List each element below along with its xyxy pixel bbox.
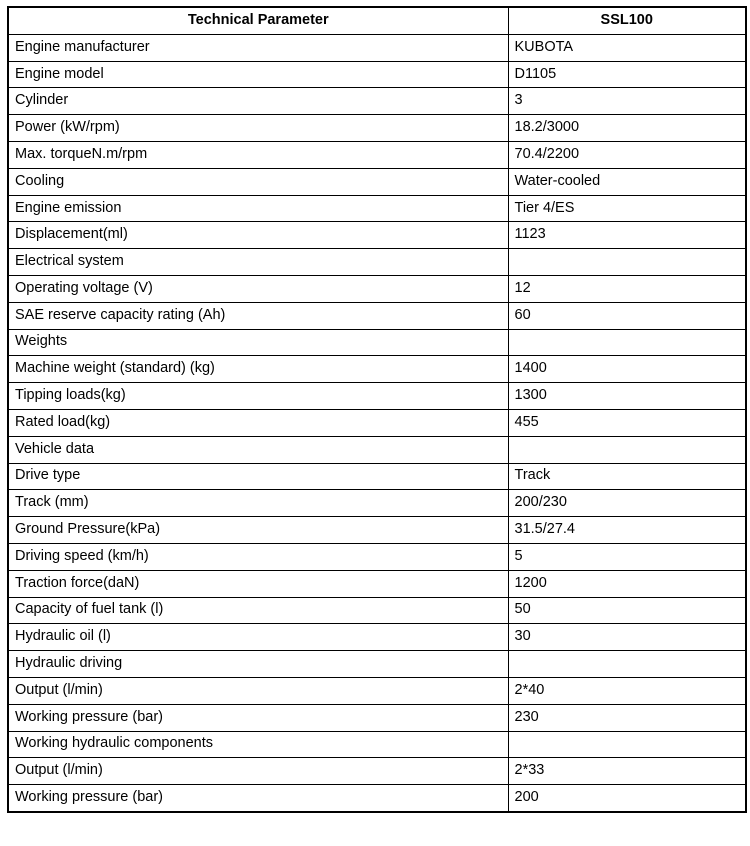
table-row <box>8 651 746 678</box>
value-cell: 200 <box>508 785 746 812</box>
parameter-cell: Working hydraulic components <box>8 731 508 758</box>
table-row <box>8 195 746 222</box>
table-row <box>8 624 746 651</box>
parameter-cell: Vehicle data <box>8 436 508 463</box>
table-row <box>8 677 746 704</box>
table-row <box>8 597 746 624</box>
parameter-cell: Cooling <box>8 168 508 195</box>
parameter-cell: Operating voltage (V) <box>8 275 508 302</box>
parameter-cell: Hydraulic driving <box>8 651 508 678</box>
table-row <box>8 275 746 302</box>
value-cell: 1123 <box>508 222 746 249</box>
parameter-cell: Electrical system <box>8 249 508 276</box>
table-row <box>8 490 746 517</box>
value-cell: 2*40 <box>508 677 746 704</box>
table-row <box>8 329 746 356</box>
value-cell: 1400 <box>508 356 746 383</box>
table-row <box>8 731 746 758</box>
table-row <box>8 222 746 249</box>
parameter-cell: Output (l/min) <box>8 758 508 785</box>
parameter-cell: Tipping loads(kg) <box>8 383 508 410</box>
value-cell: D1105 <box>508 61 746 88</box>
table-row <box>8 463 746 490</box>
parameter-cell: Track (mm) <box>8 490 508 517</box>
parameter-cell: Working pressure (bar) <box>8 785 508 812</box>
parameter-cell: Displacement(ml) <box>8 222 508 249</box>
table-row <box>8 356 746 383</box>
value-cell: Tier 4/ES <box>508 195 746 222</box>
value-cell: Water-cooled <box>508 168 746 195</box>
parameter-cell: Ground Pressure(kPa) <box>8 517 508 544</box>
technical-parameter-table <box>7 6 747 813</box>
table-row <box>8 704 746 731</box>
parameter-cell: Engine model <box>8 61 508 88</box>
table-row <box>8 168 746 195</box>
table-row <box>8 34 746 61</box>
parameter-cell: Rated load(kg) <box>8 409 508 436</box>
value-cell: 5 <box>508 543 746 570</box>
value-cell <box>508 651 746 678</box>
value-cell: 31.5/27.4 <box>508 517 746 544</box>
value-cell: 12 <box>508 275 746 302</box>
value-cell <box>508 436 746 463</box>
table-row <box>8 115 746 142</box>
table-row <box>8 409 746 436</box>
table-row <box>8 758 746 785</box>
table-row <box>8 249 746 276</box>
table-header-row <box>8 7 746 34</box>
parameter-cell: Cylinder <box>8 88 508 115</box>
value-cell: 30 <box>508 624 746 651</box>
value-cell <box>508 731 746 758</box>
parameter-cell: Power (kW/rpm) <box>8 115 508 142</box>
value-cell: Track <box>508 463 746 490</box>
table-row <box>8 436 746 463</box>
parameter-cell: Machine weight (standard) (kg) <box>8 356 508 383</box>
table-row <box>8 61 746 88</box>
table-row <box>8 141 746 168</box>
table-row <box>8 302 746 329</box>
value-cell: 60 <box>508 302 746 329</box>
value-cell: 1200 <box>508 570 746 597</box>
parameter-cell: Max. torqueN.m/rpm <box>8 141 508 168</box>
header-model-ssl100: SSL100 <box>508 7 746 34</box>
value-cell <box>508 329 746 356</box>
table-row <box>8 88 746 115</box>
value-cell: KUBOTA <box>508 34 746 61</box>
value-cell: 455 <box>508 409 746 436</box>
parameter-cell: SAE reserve capacity rating (Ah) <box>8 302 508 329</box>
parameter-cell: Engine emission <box>8 195 508 222</box>
parameter-cell: Drive type <box>8 463 508 490</box>
value-cell: 3 <box>508 88 746 115</box>
table-row <box>8 383 746 410</box>
value-cell: 50 <box>508 597 746 624</box>
table-row <box>8 570 746 597</box>
value-cell: 200/230 <box>508 490 746 517</box>
table-row <box>8 517 746 544</box>
value-cell: 2*33 <box>508 758 746 785</box>
parameter-cell: Output (l/min) <box>8 677 508 704</box>
value-cell: 18.2/3000 <box>508 115 746 142</box>
parameter-cell: Traction force(daN) <box>8 570 508 597</box>
parameter-cell: Capacity of fuel tank (l) <box>8 597 508 624</box>
table-row <box>8 785 746 812</box>
table-row <box>8 543 746 570</box>
value-cell <box>508 249 746 276</box>
parameter-cell: Working pressure (bar) <box>8 704 508 731</box>
header-technical-parameter: Technical Parameter <box>8 7 508 34</box>
parameter-cell: Hydraulic oil (l) <box>8 624 508 651</box>
parameter-cell: Driving speed (km/h) <box>8 543 508 570</box>
value-cell: 70.4/2200 <box>508 141 746 168</box>
parameter-cell: Weights <box>8 329 508 356</box>
value-cell: 230 <box>508 704 746 731</box>
value-cell: 1300 <box>508 383 746 410</box>
parameter-cell: Engine manufacturer <box>8 34 508 61</box>
